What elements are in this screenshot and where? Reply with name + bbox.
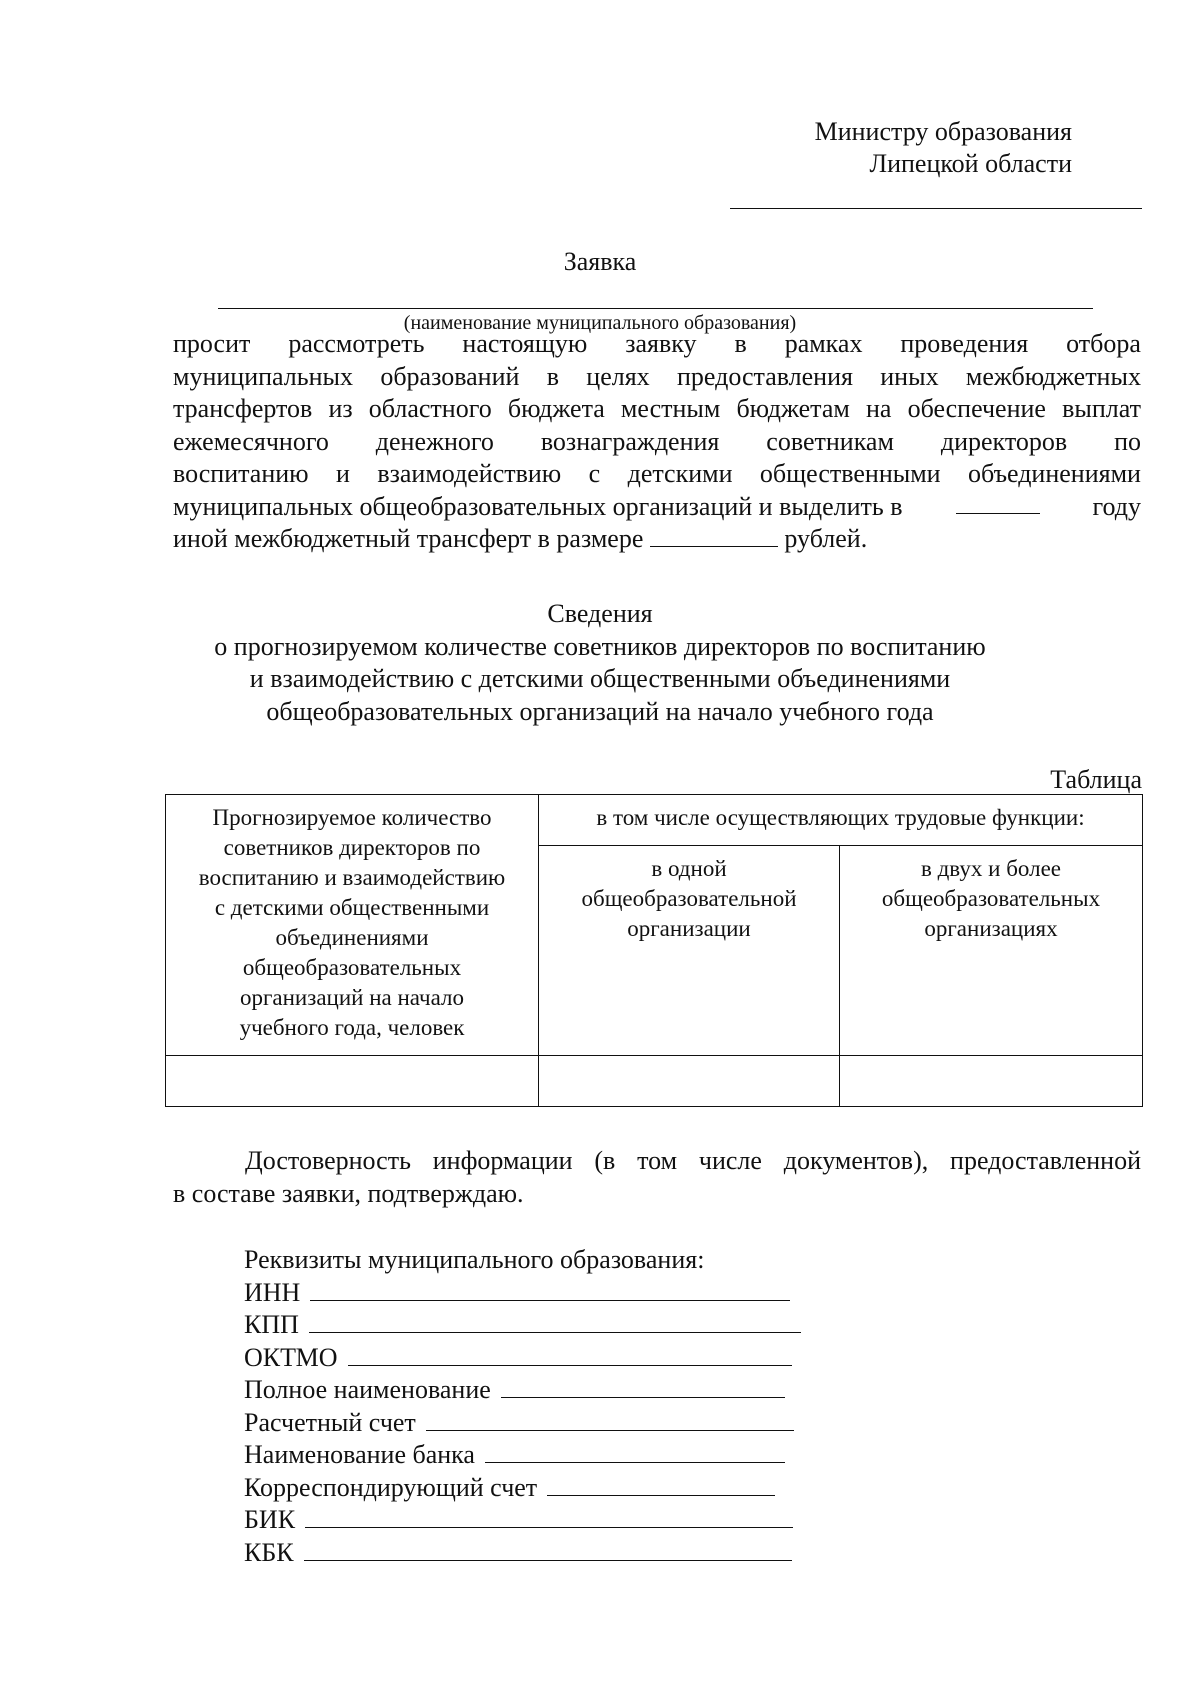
requisite-blank[interactable]	[348, 1343, 792, 1366]
requisite-blank[interactable]	[485, 1440, 785, 1463]
svedeniya-line: общеобразовательных организаций на начало учебного года	[266, 696, 934, 726]
paragraph-line: просит рассмотреть настоящую заявку в рамках проведения отбора	[173, 329, 1141, 358]
requisites-heading: Реквизиты муниципального образования:	[244, 1245, 705, 1274]
table-header-one-org: в одной общеобразовательной организации	[539, 846, 840, 1056]
addressee-line: Министру образования	[814, 117, 1072, 146]
requisite-full-name: Полное наименование	[244, 1374, 801, 1407]
paragraph-line: Достоверность информации (в том числе документов), предоставленной	[245, 1146, 1141, 1175]
requisite-blank[interactable]	[310, 1278, 790, 1301]
municipality-name-caption: (наименование муниципального образования)	[403, 312, 797, 334]
amount-blank	[650, 524, 778, 547]
addressee-block	[815, 116, 1072, 180]
table-cell[interactable]	[840, 1056, 1143, 1107]
svedeniya-heading	[0, 598, 1200, 728]
requisite-blank[interactable]	[309, 1310, 801, 1333]
signature-blank-line	[730, 208, 1142, 209]
requisite-bik: БИК	[244, 1504, 801, 1537]
year-blank	[956, 491, 1040, 514]
requisite-blank[interactable]	[547, 1473, 775, 1496]
confirmation-paragraph	[173, 1145, 1141, 1210]
svedeniya-line: о прогнозируемом количестве советников директоров по воспитанию	[214, 631, 986, 661]
table-header-forecast: Прогнозируемое количество советников директоров по воспитанию и взаимодействию с детскими общественными объединениями общеобразовательных организаций на начало учебного года, человек	[166, 795, 539, 1056]
requisite-bank-name: Наименование банка	[244, 1439, 801, 1472]
requisite-kbk: КБК	[244, 1537, 801, 1570]
table-header-group: в том числе осуществляющих трудовые функции:	[539, 795, 1143, 846]
table-label: Таблица	[1050, 765, 1142, 794]
addressee-line: Липецкой области	[869, 149, 1072, 178]
requisite-blank[interactable]	[304, 1538, 792, 1561]
paragraph-line: иной межбюджетный трансферт в размере рублей.	[173, 524, 868, 553]
requisite-kpp: КПП	[244, 1309, 801, 1342]
request-paragraph	[173, 328, 1141, 556]
requisite-inn: ИНН	[244, 1277, 801, 1310]
requisite-corr-account: Корреспондирующий счет	[244, 1472, 801, 1505]
municipality-name-blank	[218, 308, 1093, 309]
requisites-block	[244, 1244, 801, 1569]
requisite-account: Расчетный счет	[244, 1407, 801, 1440]
svedeniya-title: Сведения	[547, 599, 653, 628]
requisite-blank[interactable]	[501, 1375, 785, 1398]
requisite-blank[interactable]	[426, 1408, 794, 1431]
paragraph-line: муниципальных общеобразовательных организаций и выделить в году	[173, 491, 1141, 521]
paragraph-line: в составе заявки, подтверждаю.	[173, 1178, 524, 1208]
advisors-table	[165, 794, 1143, 1107]
table-header-multi-org: в двух и более общеобразовательных организациях	[840, 846, 1143, 1056]
table-cell[interactable]	[539, 1056, 840, 1107]
paragraph-line: ежемесячного денежного вознаграждения советникам директоров по	[173, 426, 1141, 456]
document-title: Заявка	[563, 247, 637, 276]
requisite-blank[interactable]	[305, 1505, 793, 1528]
requisite-oktmo: ОКТМО	[244, 1342, 801, 1375]
paragraph-line: воспитанию и взаимодействию с детскими общественными объединениями	[173, 459, 1141, 488]
svedeniya-line: и взаимодействию с детскими общественными объединениями	[249, 664, 951, 693]
paragraph-line: трансфертов из областного бюджета местным бюджетам на обеспечение выплат	[173, 394, 1141, 423]
table-cell[interactable]	[166, 1056, 539, 1107]
paragraph-line: муниципальных образований в целях предоставления иных межбюджетных	[173, 361, 1141, 391]
